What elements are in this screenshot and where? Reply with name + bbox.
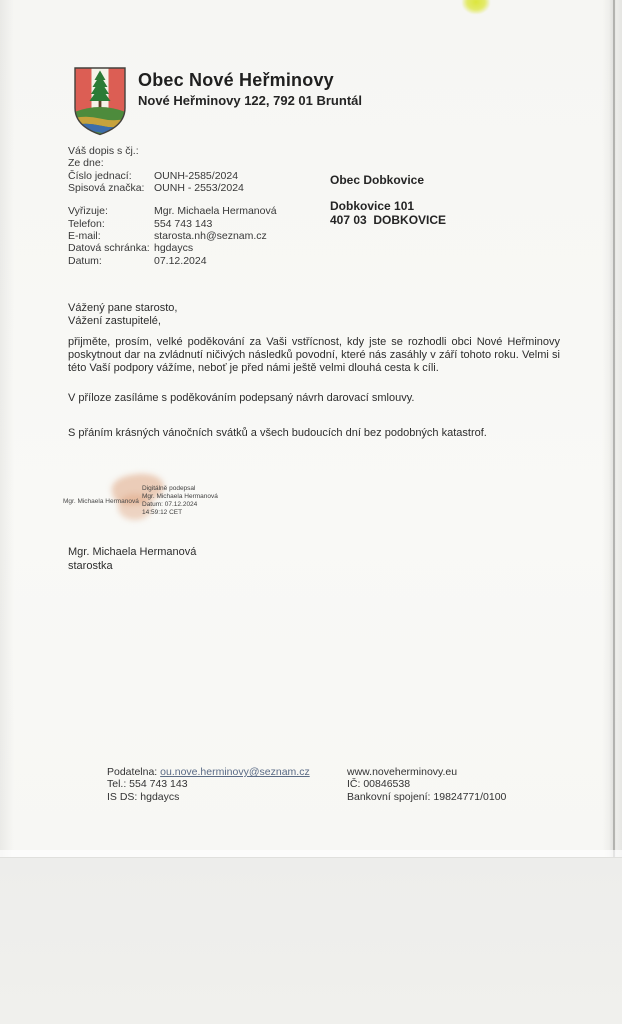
yellow-highlighter-mark (462, 0, 490, 14)
salutation-line-1: Vážený pane starosto, (68, 302, 178, 314)
scan-right-edge-shadow (602, 0, 622, 857)
body-paragraph-3: S přáním krásných vánočních svátků a všech budoucích dní bez podobných katastrof. (68, 427, 487, 439)
meta-label: E-mail: (68, 230, 101, 243)
recipient-city: 407 03 DOBKOVICE (330, 212, 447, 227)
scan-left-edge-shadow (0, 0, 14, 857)
page-bottom-edge-highlight (0, 850, 622, 857)
footer-left-column (107, 766, 310, 803)
scan-right-edge-line (613, 0, 615, 857)
meta-value: starosta.nh@seznam.cz (154, 230, 267, 243)
meta-label: Datová schránka: (68, 242, 150, 255)
body-paragraph-2: V příloze zasíláme s poděkováním podepsaný návrh darovací smlouvy. (68, 392, 415, 404)
meta-row (68, 230, 277, 242)
salutation-line-2: Vážení zastupitelé, (68, 315, 161, 328)
digital-signature-line-2: Mgr. Michaela Hermanová (142, 493, 218, 501)
digital-signature-signer-name: Mgr. Michaela Hermanová (63, 498, 139, 505)
meta-label: Vyřizuje: (68, 205, 108, 218)
recipient-name: Obec Dobkovice (330, 173, 425, 187)
footer-ic: IČ: 00846538 (347, 778, 411, 791)
body-paragraph-1: přijměte, prosím, velké poděkování za Vaši vstřícnost, kdy jste se rozhodli obci Nové Heřminovy poskytnout dar na zvládnutí ničivých následků povodní, které nás zasáhly v září tohoto roku. Velmi si této Vaší podpory vážíme, neboť je před námi ještě velmi dlouhá cesta k cíli. (68, 336, 560, 375)
salutation (68, 302, 560, 328)
footer-podatelna-line (107, 766, 310, 778)
digital-signature-details (142, 485, 218, 517)
coat-of-arms-icon (72, 66, 128, 136)
digital-signature-line-4: 14:59:12 CET (142, 509, 183, 517)
meta-value: OUNH - 2553/2024 (154, 182, 244, 195)
digital-signature-line-1: Digitálně podepsal (142, 485, 196, 492)
meta-value: Mgr. Michaela Hermanová (154, 205, 277, 218)
meta-label: Váš dopis s čj.: (68, 145, 139, 157)
footer-bank-account: Bankovní spojení: 19824771/0100 (347, 790, 507, 803)
signature-block (68, 546, 196, 573)
org-address: Nové Heřminovy 122, 792 01 Bruntál (138, 93, 362, 108)
meta-value: hgdaycs (154, 242, 194, 255)
meta-label: Číslo jednací: (68, 169, 132, 182)
footer-podatelna-label: Podatelna: (107, 766, 161, 778)
scanner-background (0, 857, 622, 1024)
digital-signature-line-3: Datum: 07.12.2024 (142, 501, 198, 509)
meta-label: Telefon: (68, 217, 105, 230)
meta-row (68, 218, 277, 230)
footer-email-link: ou.nove.herminovy@seznam.cz (160, 766, 310, 778)
meta-value: OUNH-2585/2024 (154, 169, 239, 182)
meta-row (68, 242, 277, 254)
signature-title: starostka (68, 559, 113, 572)
footer-isds: IS DS: hgdaycs (107, 790, 180, 803)
footer-phone: Tel.: 554 743 143 (107, 778, 188, 791)
meta-label: Datum: (68, 254, 102, 267)
recipient-street: Dobkovice 101 (330, 199, 415, 213)
meta-row (68, 145, 277, 157)
letter-meta-block (68, 145, 277, 267)
footer-right-column (347, 766, 506, 803)
meta-value: 554 743 143 (154, 217, 213, 230)
meta-row (68, 157, 277, 169)
org-name: Obec Nové Heřminovy (138, 70, 334, 90)
meta-row (68, 255, 277, 267)
meta-row (68, 205, 277, 217)
recipient-address-block (330, 173, 446, 227)
meta-value: 07.12.2024 (154, 254, 207, 267)
meta-row (68, 182, 277, 194)
meta-label: Spisová značka: (68, 182, 145, 195)
meta-label: Ze dne: (68, 157, 104, 170)
meta-row (68, 170, 277, 182)
footer-website: www.noveherminovy.eu (347, 766, 458, 778)
signature-name: Mgr. Michaela Hermanová (68, 546, 197, 558)
